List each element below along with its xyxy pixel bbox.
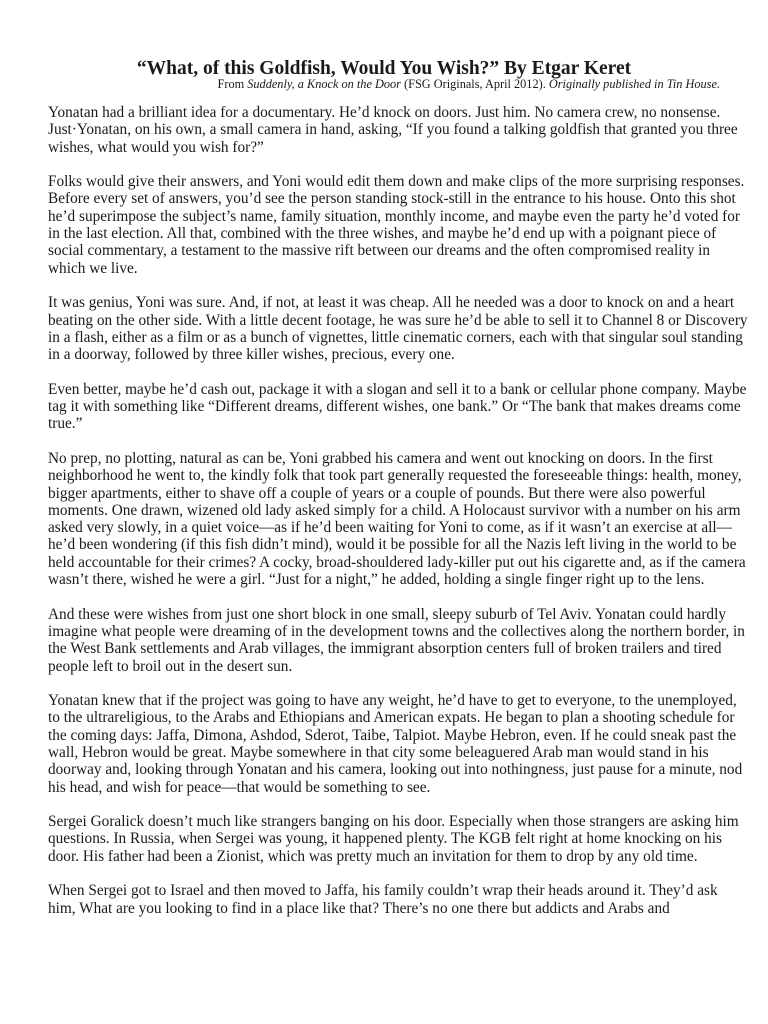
paragraph: No prep, no plotting, natural as can be, Yoni grabbed his camera and went out knocking on doors. In the first neighborhood he went to, the kindly folk that took part generally requested the foreseeable things: health, money, bigger apartments, either to shave off a couple of years or a couple of pounds. But there were also powerful moments. One drawn, wizened old lady asked simply for a child. A Holocaust survivor with a number on his arm asked very slowly, in a quiet voice—as if he’d been waiting for Yoni to come, as if it wasn’t an exercise at all—he’d been wondering (if this fish didn’t mind), would it be possible for all the Nazis left living in the world to be held accountable for their crimes? A cocky, broad-shouldered lady-killer put out his cigarette and, as if the camera wasn’t there, wished he were a girl. “Just for a night,” he added, holding a single finger right up to the lens.	[48, 449, 746, 589]
paragraph: When Sergei got to Israel and then moved to Jaffa, his family couldn’t wrap their heads around it. They’d ask him, What are you looking to find in a place like that? There’s no one there but addicts and Arabs and	[48, 882, 718, 917]
paragraph: Even better, maybe he’d cash out, package it with a slogan and sell it to a bank or cellular phone company. Maybe tag it with something like “Different dreams, different wishes, one bank.” Or “The bank that makes dreams come true.”	[48, 380, 747, 433]
paragraph: Yonatan knew that if the project was going to have any weight, he’d have to get to everyone, to the unemployed, to the ultrareligious, to the Arabs and Ethiopians and American expats. He began to plan a shooting schedule for the coming days: Jaffa, Dimona, Ashdod, Sderot, Taibe, Talpiot. Maybe Hebron, even. If he could sneak past the wall, Hebron would be great. Maybe somewhere in that city some beleaguered Arab man would stand in his doorway and, looking through Yonatan and his camera, looking out into nothingness, just pause for a minute, nod his head, and wish for peace—that would be something to see.	[48, 692, 743, 796]
source-note: Originally published in Tin House.	[548, 77, 720, 91]
paragraph: And these were wishes from just one short block in one small, sleepy suburb of Tel Aviv. Yonatan could hardly imagine what people were dreaming of in the development towns and the collectives along the northern border, in the West Bank settlements and Arab villages, the immigrant absorption centers full of broken trailers and tired people left to broil out in the desert sun.	[48, 605, 745, 675]
source-publisher: (FSG Originals, April 2012).	[404, 77, 546, 91]
source-line	[218, 76, 720, 92]
source-from: From	[217, 77, 245, 91]
paragraph: It was genius, Yoni was sure. And, if not, at least it was cheap. All he needed was a door to knock on and a heart beating on the other side. With a little decent footage, he was sure he’d be able to sell it to Channel 8 or Discovery in a flash, either as a film or as a bunch of vignettes, little cinematic corners, each with that singular soul standing in a doorway, followed by three killer wishes, precious, every one.	[48, 294, 748, 364]
paragraph: Yonatan had a brilliant idea for a documentary. He’d knock on doors. Just him. No camera crew, no nonsense. Just·Yonatan, on his own, a small camera in hand, asking, “If you found a talking goldfish that granted you three wishes, what would you wish for?”	[48, 104, 738, 156]
paragraph: Sergei Goralick doesn’t much like strangers banging on his door. Especially when those strangers are asking him questions. In Russia, when Sergei was young, it happened plenty. The KGB felt right at home knocking on his door. His father had been a Zionist, which was pretty much an invitation for them to drop by any old time.	[48, 813, 739, 865]
paragraph: Folks would give their answers, and Yoni would edit them down and make clips of the more surprising responses. Before every set of answers, you’d see the person standing stock-still in the entrance to his house. Onto this shot he’d superimpose the subject’s name, family situation, monthly income, and maybe even the party he’d voted for in the last election. All that, combined with the three wishes, and maybe he’d end up with a poignant piece of social commentary, a testament to the massive rift between our dreams and the often compromised reality in which we live.	[48, 173, 745, 277]
source-book-title: Suddenly, a Knock on the Door	[247, 77, 401, 91]
document-title: “What, of this Goldfish, Would You Wish?” By Etgar Keret	[136, 58, 632, 80]
story-body	[48, 104, 748, 934]
